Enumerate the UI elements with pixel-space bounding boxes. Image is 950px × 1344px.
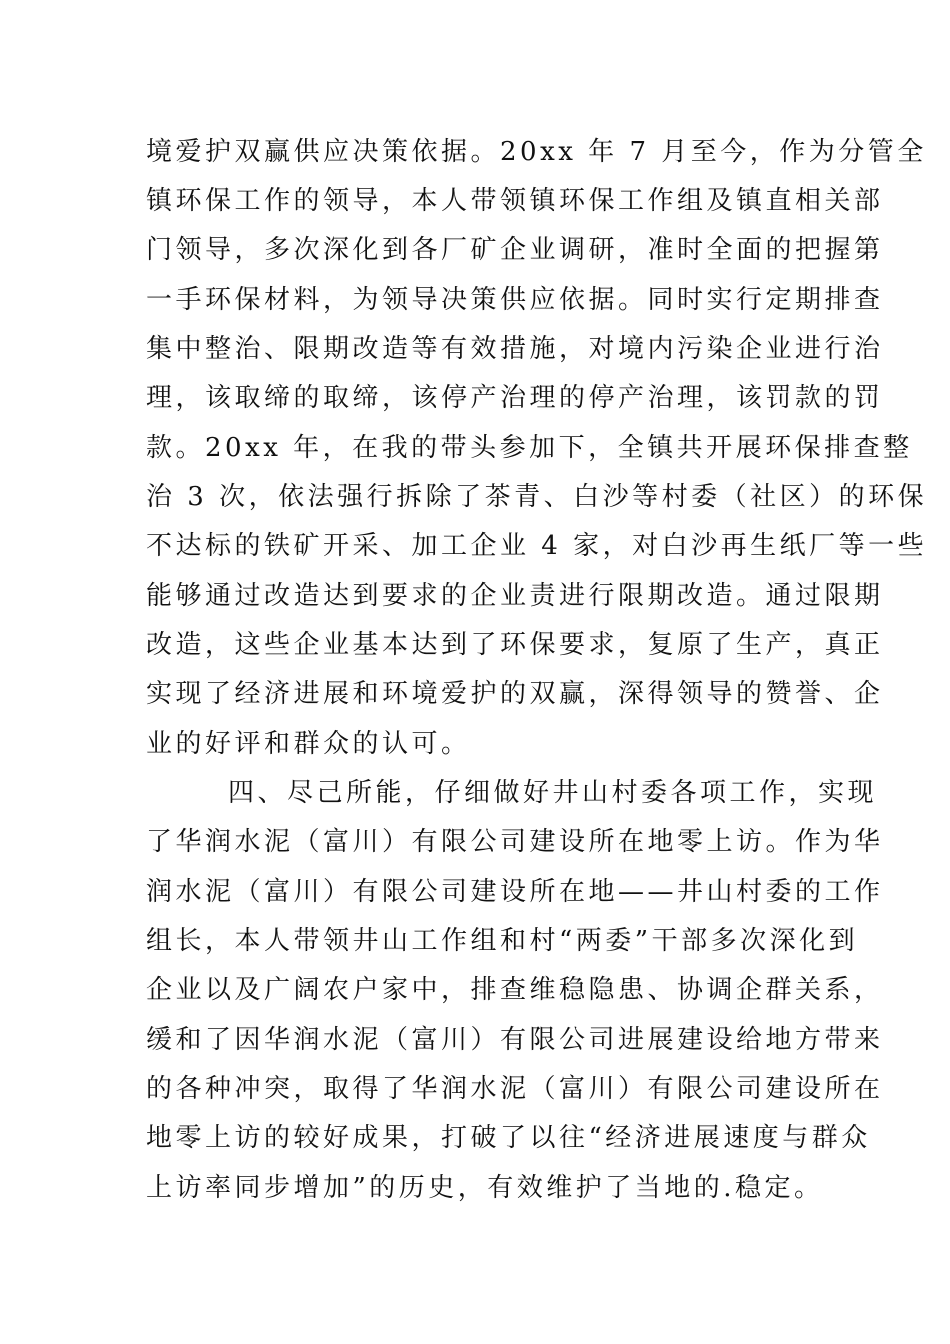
paragraph-1-line: 实现了经济进展和环境爱护的双赢，深得领导的赞誉、企: [146, 679, 884, 709]
paragraph-1-line: 镇环保工作的领导，本人带领镇环保工作组及镇直相关部: [146, 186, 884, 216]
paragraph-2-line: 四、尽己所能，仔细做好井山村委各项工作，实现: [228, 778, 878, 808]
paragraph-1-line: 不达标的铁矿开采、加工企业 4 家，对白沙再生纸厂等一些: [146, 531, 928, 561]
paragraph-1-line: 门领导，多次深化到各厂矿企业调研，准时全面的把握第: [146, 235, 884, 265]
paragraph-1-line: 治 3 次，依法强行拆除了茶青、白沙等村委（社区）的环保: [146, 482, 928, 512]
paragraph-2-line: 了华润水泥（富川）有限公司建设所在地零上访。作为华: [146, 827, 884, 857]
paragraph-1-line: 理，该取缔的取缔，该停产治理的停产治理，该罚款的罚: [146, 383, 884, 413]
paragraph-1-line: 业的好评和群众的认可。: [146, 729, 471, 759]
paragraph-1-line: 改造，这些企业基本达到了环保要求，复原了生产，真正: [146, 630, 884, 660]
paragraph-2-line: 组长，本人带领井山工作组和村“两委”干部多次深化到: [146, 926, 859, 956]
paragraph-1-line: 境爱护双赢供应决策依据。20xx 年 7 月至今，作为分管全: [146, 137, 927, 167]
paragraph-1-line: 集中整治、限期改造等有效措施，对境内污染企业进行治: [146, 334, 884, 364]
paragraph-1-line: 款。20xx 年，在我的带头参加下，全镇共开展环保排查整: [146, 433, 913, 463]
paragraph-2-line: 缓和了因华润水泥（富川）有限公司进展建设给地方带来: [146, 1025, 884, 1055]
paragraph-2-line: 润水泥（富川）有限公司建设所在地——井山村委的工作: [146, 877, 884, 907]
paragraph-2-line: 上访率同步增加”的历史，有效维护了当地的.稳定。: [146, 1173, 824, 1203]
paragraph-1-line: 能够通过改造达到要求的企业责进行限期改造。通过限期: [146, 581, 884, 611]
paragraph-2-line: 的各种冲突，取得了华润水泥（富川）有限公司建设所在: [146, 1074, 884, 1104]
paragraph-2-line: 地零上访的较好成果，打破了以往“经济进展速度与群众: [146, 1123, 871, 1153]
paragraph-1-line: 一手环保材料，为领导决策供应依据。同时实行定期排查: [146, 285, 884, 315]
paragraph-2-line: 企业以及广阔农户家中，排查维稳隐患、协调企群关系，: [146, 975, 884, 1005]
